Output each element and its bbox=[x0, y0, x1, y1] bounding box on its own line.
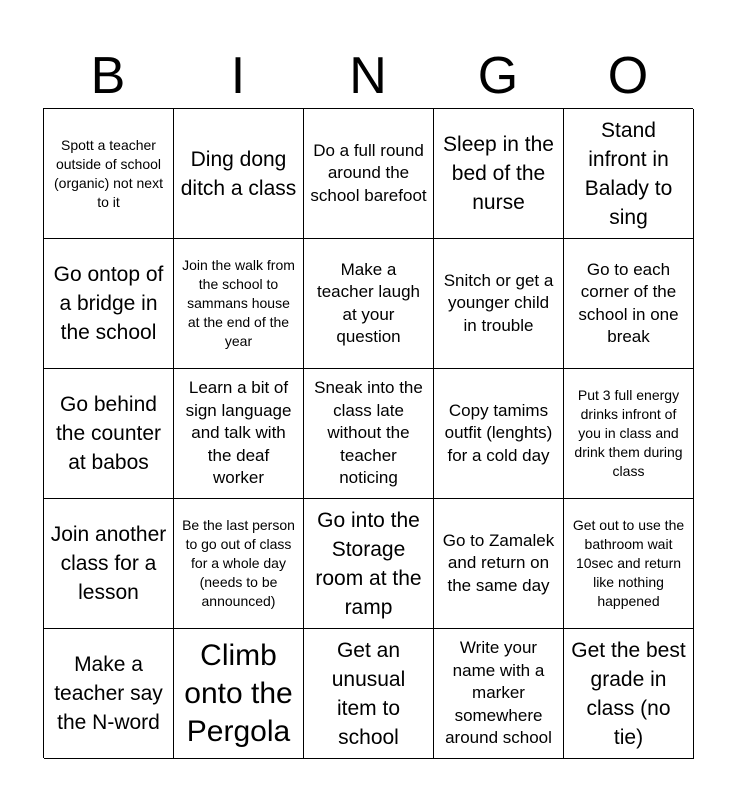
bingo-cell[interactable] bbox=[304, 499, 434, 629]
bingo-cell[interactable] bbox=[434, 499, 564, 629]
bingo-cell[interactable] bbox=[304, 109, 434, 239]
bingo-cell[interactable] bbox=[44, 239, 174, 369]
bingo-cell[interactable] bbox=[564, 629, 694, 759]
bingo-cell[interactable] bbox=[434, 369, 564, 499]
bingo-cell-text: Do a full round around the school barefoot bbox=[310, 140, 427, 205]
bingo-cell-text: Get an unusual item to school bbox=[331, 638, 406, 749]
bingo-cell-text: Climb onto the Pergola bbox=[184, 638, 293, 748]
header-letter-o: O bbox=[607, 47, 649, 105]
bingo-cell-text: Go into the Storage room at the ramp bbox=[315, 508, 422, 619]
bingo-cell[interactable] bbox=[434, 629, 564, 759]
bingo-cell-text: Join another class for a lesson bbox=[50, 523, 167, 604]
bingo-cell-text: Stand infront in Balady to sing bbox=[584, 118, 673, 229]
bingo-cell[interactable] bbox=[304, 369, 434, 499]
header-letter-g: G bbox=[477, 47, 519, 105]
bingo-cell[interactable] bbox=[304, 629, 434, 759]
bingo-cell[interactable] bbox=[44, 369, 174, 499]
bingo-cell[interactable] bbox=[44, 109, 174, 239]
bingo-cell-text: Learn a bit of sign language and talk with the deaf worker bbox=[185, 378, 292, 488]
bingo-cell-text: Put 3 full energy drinks infront of you in class and drink them during class bbox=[574, 387, 683, 479]
bingo-cell-text: Join the walk from the school to sammans house at the end of the year bbox=[182, 257, 295, 349]
header-letter-i: I bbox=[230, 47, 246, 105]
bingo-cell-text: Get out to use the bathroom wait 10sec and return like nothing happened bbox=[572, 517, 685, 609]
bingo-cell[interactable] bbox=[44, 629, 174, 759]
bingo-cell[interactable] bbox=[304, 239, 434, 369]
bingo-cell[interactable] bbox=[174, 239, 304, 369]
bingo-cell-text: Sleep in the bed of the nurse bbox=[443, 133, 554, 214]
bingo-cell-text: Copy tamims outfit (lenghts) for a cold day bbox=[444, 400, 553, 465]
bingo-cell[interactable] bbox=[564, 369, 694, 499]
bingo-cell[interactable] bbox=[564, 499, 694, 629]
bingo-cell-text: Go behind the counter at babos bbox=[55, 393, 162, 474]
bingo-cell-text: Make a teacher say the N-word bbox=[54, 653, 163, 734]
bingo-cell-text: Go to Zamalek and return on the same day bbox=[442, 530, 555, 595]
bingo-cell[interactable] bbox=[174, 499, 304, 629]
header-letter-b: B bbox=[90, 47, 126, 105]
bingo-cell-text: Make a teacher laugh at your question bbox=[316, 259, 421, 346]
bingo-cell[interactable] bbox=[174, 109, 304, 239]
bingo-cell[interactable] bbox=[564, 239, 694, 369]
bingo-cell-text: Go to each corner of the school in one break bbox=[578, 259, 679, 346]
bingo-grid bbox=[43, 108, 693, 758]
bingo-cell-text: Snitch or get a younger child in trouble bbox=[443, 270, 554, 335]
bingo-cell-text: Sneak into the class late without the teacher noticing bbox=[314, 378, 423, 488]
bingo-cell-text: Go ontop of a bridge in the school bbox=[53, 263, 164, 344]
bingo-header bbox=[43, 44, 693, 108]
bingo-cell-text: Be the last person to go out of class for a whole day (needs to be announced) bbox=[182, 517, 295, 609]
bingo-cell[interactable] bbox=[564, 109, 694, 239]
bingo-cell[interactable] bbox=[174, 629, 304, 759]
bingo-cell-text: Spott a teacher outside of school (organic) not next to it bbox=[54, 136, 163, 210]
bingo-cell[interactable] bbox=[44, 499, 174, 629]
bingo-cell-text: Ding dong ditch a class bbox=[180, 147, 297, 200]
bingo-cell[interactable] bbox=[434, 239, 564, 369]
bingo-cell[interactable] bbox=[434, 109, 564, 239]
header-letter-n: N bbox=[349, 47, 387, 105]
bingo-cell-text: Get the best grade in class (no tie) bbox=[571, 638, 686, 749]
bingo-cell[interactable] bbox=[174, 369, 304, 499]
bingo-cell-text: Write your name with a marker somewhere around school bbox=[445, 638, 552, 748]
